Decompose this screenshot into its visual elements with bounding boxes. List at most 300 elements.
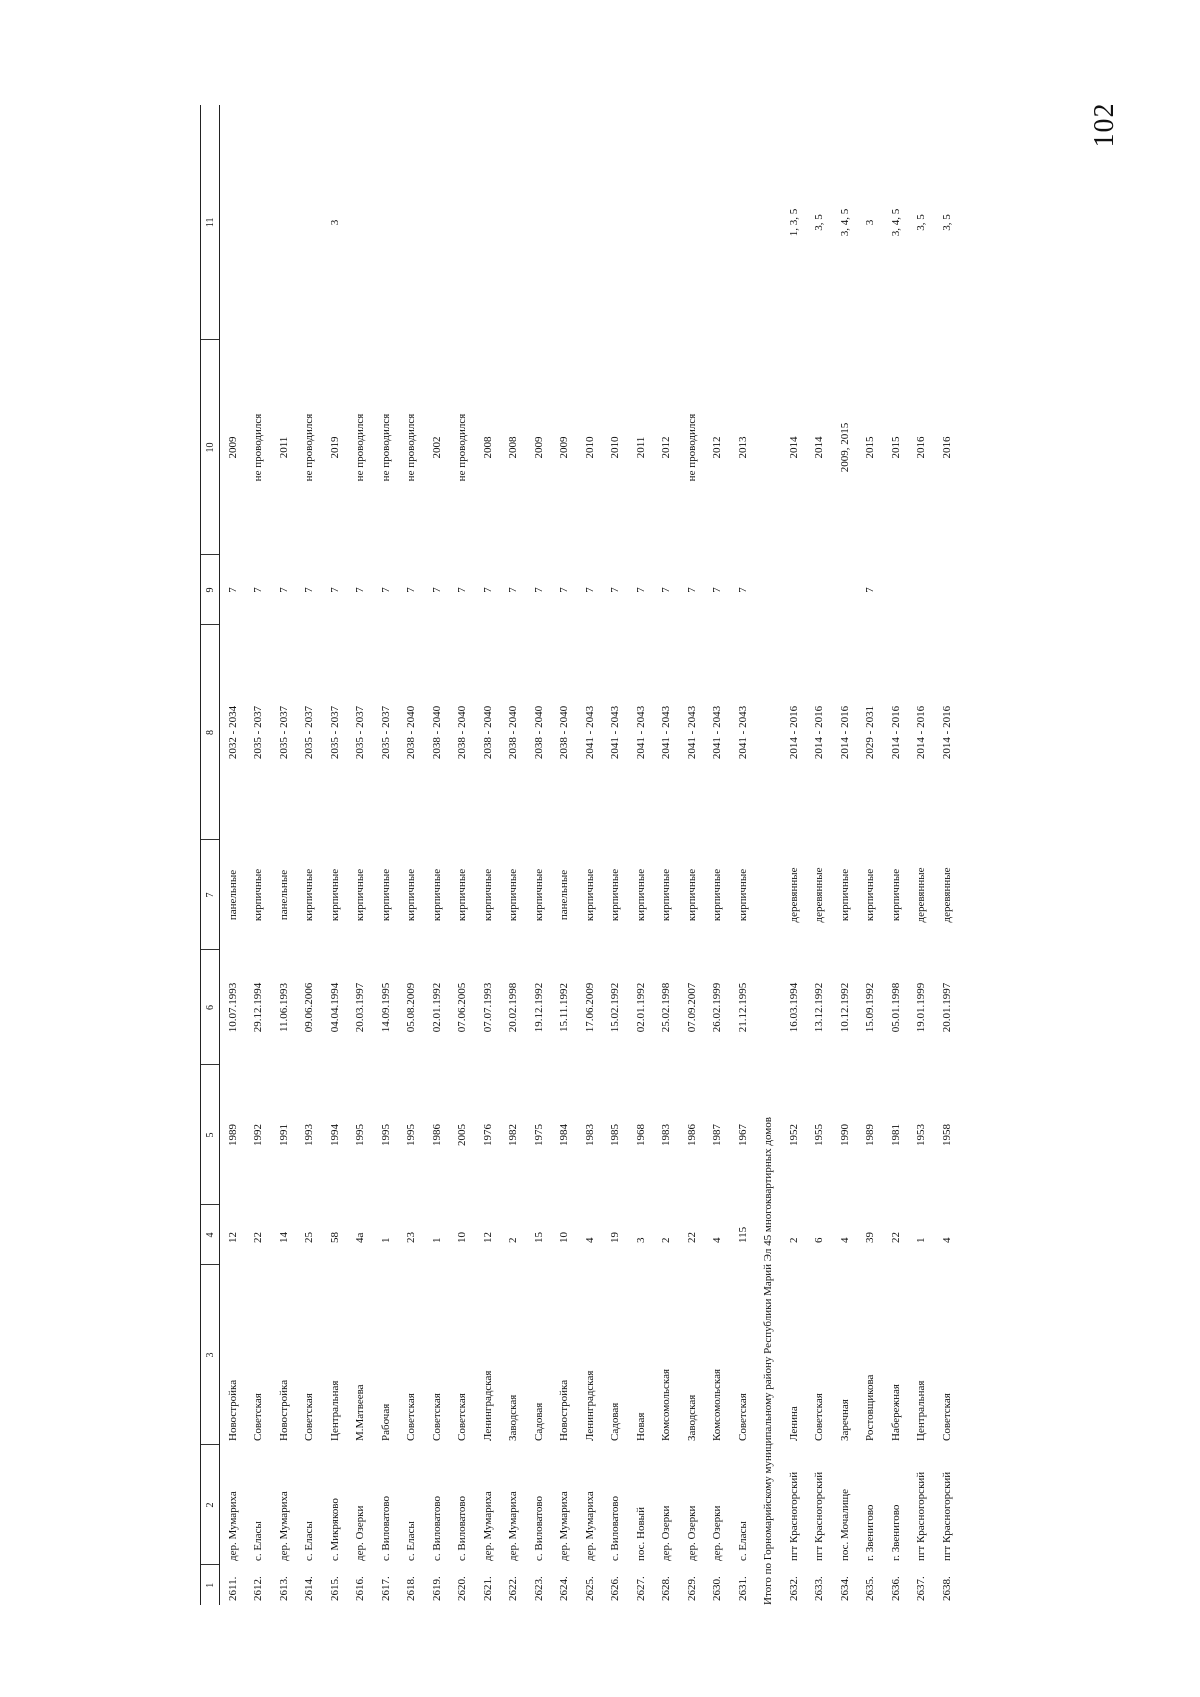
- cell-col-6: 15.02.1992: [609, 982, 622, 1033]
- cell-col-11: [526, 105, 552, 340]
- table-row: [909, 105, 935, 1605]
- cell-col-8: 2038 - 2040: [532, 705, 545, 760]
- cell-col-8: 2038 - 2040: [558, 705, 571, 760]
- cell-col-3: Новостройка: [558, 1379, 571, 1441]
- cell-col-9: 7: [660, 587, 673, 593]
- cell-col-3: Ростовщикова: [864, 1374, 877, 1441]
- cell-col-10: 2002: [430, 436, 443, 459]
- cell-col-10: 2009: [532, 436, 545, 459]
- cell-col-11: 1, 3, 5: [787, 208, 800, 237]
- cell-col-5: 1987: [711, 1124, 724, 1146]
- table-row: [832, 105, 858, 1605]
- cell-col-8: 2038 - 2040: [405, 705, 418, 760]
- cell-col-7: панельные: [277, 869, 290, 921]
- cell-col-4: 58: [328, 1232, 341, 1243]
- cell-col-9: 7: [430, 587, 443, 593]
- cell-col-1: 2626.: [609, 1576, 622, 1601]
- cell-col-1: 2622.: [507, 1576, 520, 1601]
- cell-col-9: [832, 555, 858, 625]
- cell-col-6: 10.12.1992: [838, 982, 851, 1033]
- cell-col-9: 7: [405, 587, 418, 593]
- cell-col-3: Советская: [940, 1393, 953, 1441]
- cell-col-9: 7: [379, 587, 392, 593]
- cell-col-5: 1989: [864, 1124, 877, 1146]
- cell-col-7: кирпичные: [303, 868, 316, 922]
- cell-col-3: Советская: [430, 1393, 443, 1441]
- cell-col-8: 2014 - 2016: [915, 705, 928, 760]
- cell-col-6: 21.12.1995: [736, 982, 749, 1033]
- cell-col-8: 2035 - 2037: [252, 705, 265, 760]
- cell-col-6: 02.01.1992: [634, 982, 647, 1033]
- cell-col-5: 1983: [583, 1124, 596, 1146]
- cell-col-4: 4: [583, 1237, 596, 1243]
- cell-col-4: 3: [634, 1237, 647, 1243]
- column-number-3: 3: [201, 1265, 220, 1445]
- cell-col-2: г. Звенигово: [889, 1504, 902, 1561]
- cell-col-4: 19: [609, 1232, 622, 1243]
- cell-col-11: [501, 105, 527, 340]
- column-number-8: 8: [201, 625, 220, 840]
- cell-col-6: 25.02.1998: [660, 982, 673, 1033]
- cell-col-11: [628, 105, 654, 340]
- cell-col-1: 2623.: [532, 1576, 545, 1601]
- table-row: [297, 105, 323, 1605]
- cell-col-8: 2041 - 2043: [660, 705, 673, 760]
- cell-col-2: пгт Красногорский: [915, 1471, 928, 1561]
- cell-col-6: 17.06.2009: [583, 982, 596, 1033]
- cell-col-4: 4: [838, 1237, 851, 1243]
- cell-col-9: 7: [456, 587, 469, 593]
- cell-col-6: 11.06.1993: [277, 982, 290, 1033]
- cell-col-2: г. Звенигово: [864, 1504, 877, 1561]
- cell-col-1: 2613.: [277, 1576, 290, 1601]
- table-row: [373, 105, 399, 1605]
- page-number: 102: [1089, 102, 1120, 148]
- cell-col-4: 115: [736, 1226, 749, 1243]
- table-row: [577, 105, 603, 1605]
- cell-col-5: 1967: [736, 1124, 749, 1146]
- cell-col-4: 4: [711, 1237, 724, 1243]
- cell-col-7: кирпичные: [838, 868, 851, 922]
- cell-col-2: с. Еласы: [252, 1521, 265, 1561]
- cell-col-7: деревянные: [813, 867, 826, 923]
- cell-col-2: дер. Озерки: [660, 1505, 673, 1561]
- cell-col-4: 14: [277, 1232, 290, 1243]
- table-row: [271, 105, 297, 1605]
- cell-col-9: 7: [583, 587, 596, 593]
- cell-col-7: кирпичные: [736, 868, 749, 922]
- cell-col-10: 2014: [813, 436, 826, 459]
- cell-col-1: 2627.: [634, 1576, 647, 1601]
- cell-col-1: 2633.: [813, 1576, 826, 1601]
- cell-col-8: 2038 - 2040: [481, 705, 494, 760]
- table-row: [450, 105, 476, 1605]
- cell-col-3: Комсомольская: [660, 1368, 673, 1441]
- cell-col-4: 10: [456, 1232, 469, 1243]
- cell-col-8: 2035 - 2037: [328, 705, 341, 760]
- cell-col-7: кирпичные: [507, 868, 520, 922]
- cell-col-6: 07.06.2005: [456, 982, 469, 1033]
- cell-col-6: 20.02.1998: [507, 982, 520, 1033]
- cell-col-10: 2009, 2015: [838, 422, 851, 473]
- cell-col-5: 1992: [252, 1124, 265, 1146]
- cell-col-4: 1: [915, 1237, 928, 1243]
- cell-col-3: Советская: [813, 1393, 826, 1441]
- cell-col-5: 1994: [328, 1124, 341, 1146]
- table-row: [552, 105, 578, 1605]
- cell-col-10: не проводился: [456, 413, 469, 482]
- cell-col-6: 20.03.1997: [354, 982, 367, 1033]
- cell-col-1: 2634.: [838, 1576, 851, 1601]
- table-row: [654, 105, 680, 1605]
- cell-col-11: [679, 105, 705, 340]
- cell-col-1: 2621.: [481, 1576, 494, 1601]
- cell-col-10: не проводился: [354, 413, 367, 482]
- cell-col-8: 2035 - 2037: [354, 705, 367, 760]
- cell-col-4: 1: [379, 1237, 392, 1243]
- cell-col-2: с. Виловатово: [379, 1495, 392, 1561]
- table-row: [679, 105, 705, 1605]
- cell-col-5: 1991: [277, 1124, 290, 1146]
- cell-col-9: 7: [685, 587, 698, 593]
- cell-col-9: 7: [252, 587, 265, 593]
- cell-col-7: кирпичные: [583, 868, 596, 922]
- cell-col-6: 16.03.1994: [787, 982, 800, 1033]
- cell-col-5: 2005: [456, 1124, 469, 1146]
- cell-col-11: 3, 5: [915, 214, 928, 231]
- cell-col-3: Ленинградская: [481, 1370, 494, 1441]
- cell-col-5: 1958: [940, 1124, 953, 1146]
- cell-col-2: с. Еласы: [736, 1521, 749, 1561]
- cell-col-10: 2011: [277, 436, 290, 459]
- cell-col-2: пгт Красногорский: [813, 1471, 826, 1561]
- cell-col-6: 05.08.2009: [405, 982, 418, 1033]
- cell-col-6: 14.09.1995: [379, 982, 392, 1033]
- cell-col-2: пгт Красногорский: [787, 1471, 800, 1561]
- cell-col-2: дер. Озерки: [685, 1505, 698, 1561]
- cell-col-2: пгт Красногорский: [940, 1471, 953, 1561]
- cell-col-10: 2016: [940, 436, 953, 459]
- table-row: [526, 105, 552, 1605]
- cell-col-11: [373, 105, 399, 340]
- column-number-10: 10: [201, 340, 220, 555]
- cell-col-6: 10.07.1993: [226, 982, 239, 1033]
- cell-col-6: 07.09.2007: [685, 982, 698, 1033]
- cell-col-9: 7: [736, 587, 749, 593]
- cell-col-1: 2625.: [583, 1576, 596, 1601]
- cell-col-6: 20.01.1997: [940, 982, 953, 1033]
- cell-col-2: дер. Мумариха: [226, 1491, 239, 1561]
- cell-col-7: кирпичные: [430, 868, 443, 922]
- cell-col-2: с. Микряково: [328, 1498, 341, 1561]
- cell-col-8: 2041 - 2043: [736, 705, 749, 760]
- cell-col-5: 1976: [481, 1124, 494, 1146]
- cell-col-4: 22: [685, 1232, 698, 1243]
- cell-col-3: Рабочая: [379, 1403, 392, 1441]
- cell-col-5: 1989: [226, 1124, 239, 1146]
- cell-col-7: кирпичные: [456, 868, 469, 922]
- cell-col-8: 2041 - 2043: [685, 705, 698, 760]
- cell-col-8: 2041 - 2043: [634, 705, 647, 760]
- cell-col-1: 2635.: [864, 1576, 877, 1601]
- cell-col-11: [552, 105, 578, 340]
- cell-col-11: [399, 105, 425, 340]
- cell-col-7: кирпичные: [405, 868, 418, 922]
- cell-col-10: 2012: [660, 436, 673, 459]
- table-row: [807, 105, 833, 1605]
- cell-col-3: Советская: [456, 1393, 469, 1441]
- cell-col-6: 04.04.1994: [328, 982, 341, 1033]
- cell-col-9: [807, 555, 833, 625]
- cell-col-7: деревянные: [915, 867, 928, 923]
- cell-col-3: Новостройка: [277, 1379, 290, 1441]
- table-row: [220, 105, 246, 1605]
- cell-col-11: [450, 105, 476, 340]
- district-total-text: Итого по Горномарийскому муниципальному району Республики Марий Эл 45 многоквартирных домов: [762, 1117, 775, 1605]
- cell-col-10: 2010: [583, 436, 596, 459]
- table-row: [730, 105, 756, 1605]
- cell-col-1: 2630.: [711, 1576, 724, 1601]
- cell-col-1: 2619.: [430, 1576, 443, 1601]
- table-row: [475, 105, 501, 1605]
- cell-col-11: 3: [328, 219, 341, 226]
- cell-col-3: Заводская: [685, 1394, 698, 1441]
- cell-col-10: 2010: [609, 436, 622, 459]
- cell-col-7: кирпичные: [252, 868, 265, 922]
- cell-col-3: Комсомольская: [711, 1368, 724, 1441]
- cell-col-2: с. Еласы: [405, 1521, 418, 1561]
- cell-col-11: 3, 5: [813, 214, 826, 231]
- rotated-table-container: [200, 102, 1200, 1605]
- cell-col-9: [781, 555, 807, 625]
- cell-col-4: 12: [481, 1232, 494, 1243]
- cell-col-5: 1993: [303, 1124, 316, 1146]
- table-row: [246, 105, 272, 1605]
- cell-col-4: 22: [252, 1232, 265, 1243]
- cell-col-3: Ленинградская: [583, 1370, 596, 1441]
- table-row: [934, 105, 960, 1605]
- table-row: [858, 105, 884, 1605]
- cell-col-1: 2615.: [328, 1576, 341, 1601]
- cell-col-8: 2014 - 2016: [889, 705, 902, 760]
- cell-col-7: деревянные: [940, 867, 953, 923]
- column-number-header-row: [201, 105, 220, 1605]
- cell-col-3: Новостройка: [226, 1379, 239, 1441]
- cell-col-11: [220, 105, 246, 340]
- cell-col-11: [475, 105, 501, 340]
- cell-col-3: Новая: [634, 1412, 647, 1441]
- cell-col-9: 7: [354, 587, 367, 593]
- cell-col-6: 15.09.1992: [864, 982, 877, 1033]
- cell-col-11: 3, 5: [940, 214, 953, 231]
- cell-col-1: 2638.: [940, 1576, 953, 1601]
- cell-col-8: 2029 - 2031: [864, 705, 877, 760]
- cell-col-5: 1983: [660, 1124, 673, 1146]
- table-row: [399, 105, 425, 1605]
- district-total-row: [756, 105, 782, 1605]
- cell-col-1: 2616.: [354, 1576, 367, 1601]
- cell-col-10: не проводился: [379, 413, 392, 482]
- cell-col-10: 2019: [328, 436, 341, 459]
- cell-col-3: Центральная: [328, 1380, 341, 1441]
- cell-col-6: 05.01.1998: [889, 982, 902, 1033]
- cell-col-7: кирпичные: [711, 868, 724, 922]
- cell-col-9: 7: [634, 587, 647, 593]
- cell-col-8: 2014 - 2016: [838, 705, 851, 760]
- cell-col-10: не проводился: [685, 413, 698, 482]
- cell-col-9: 7: [558, 587, 571, 593]
- cell-col-3: Ленина: [787, 1406, 800, 1441]
- cell-col-6: 26.02.1999: [711, 982, 724, 1033]
- cell-col-9: 7: [481, 587, 494, 593]
- cell-col-4: 4: [940, 1237, 953, 1243]
- cell-col-2: дер. Мумариха: [507, 1491, 520, 1561]
- cell-col-3: Садовая: [532, 1402, 545, 1441]
- cell-col-10: не проводился: [252, 413, 265, 482]
- cell-col-8: 2038 - 2040: [430, 705, 443, 760]
- cell-col-6: 19.12.1992: [532, 982, 545, 1033]
- cell-col-7: деревянные: [787, 867, 800, 923]
- cell-col-8: 2038 - 2040: [456, 705, 469, 760]
- cell-col-4: 6: [813, 1237, 826, 1243]
- cell-col-6: 13.12.1992: [813, 982, 826, 1033]
- cell-col-9: 7: [711, 587, 724, 593]
- cell-col-7: кирпичные: [354, 868, 367, 922]
- cell-col-10: не проводился: [303, 413, 316, 482]
- cell-col-9: 7: [609, 587, 622, 593]
- cell-col-11: [603, 105, 629, 340]
- cell-col-10: 2008: [507, 436, 520, 459]
- cell-col-5: 1981: [889, 1124, 902, 1146]
- cell-col-5: 1953: [915, 1124, 928, 1146]
- cell-col-3: Советская: [252, 1393, 265, 1441]
- cell-col-3: Центральная: [915, 1380, 928, 1441]
- table-row: [883, 105, 909, 1605]
- cell-col-1: 2611.: [226, 1576, 239, 1601]
- cell-col-9: 7: [226, 587, 239, 593]
- table-row: [501, 105, 527, 1605]
- cell-col-11: [424, 105, 450, 340]
- cell-col-7: кирпичные: [481, 868, 494, 922]
- cell-col-4: 2: [507, 1237, 520, 1243]
- column-number-9: 9: [201, 555, 220, 625]
- table-row: [705, 105, 731, 1605]
- cell-col-5: 1986: [430, 1124, 443, 1146]
- column-number-1: 1: [201, 1565, 220, 1605]
- cell-col-3: Садовая: [609, 1402, 622, 1441]
- cell-col-4: 1: [430, 1237, 443, 1243]
- column-number-4: 4: [201, 1205, 220, 1265]
- cell-col-9: 7: [507, 587, 520, 593]
- cell-col-10: 2013: [736, 436, 749, 459]
- cell-col-10: 2009: [558, 436, 571, 459]
- cell-col-9: 7: [328, 587, 341, 593]
- cell-col-7: панельные: [226, 869, 239, 921]
- cell-col-11: [271, 105, 297, 340]
- cell-col-7: кирпичные: [328, 868, 341, 922]
- housing-register-table: [200, 105, 960, 1605]
- cell-col-8: 2041 - 2043: [609, 705, 622, 760]
- cell-col-6: 15.11.1992: [558, 982, 571, 1033]
- cell-col-3: Набережная: [889, 1384, 902, 1441]
- cell-col-5: 1985: [609, 1124, 622, 1146]
- cell-col-9: [909, 555, 935, 625]
- cell-col-11: [348, 105, 374, 340]
- cell-col-11: 3, 4, 5: [889, 208, 902, 237]
- cell-col-5: 1986: [685, 1124, 698, 1146]
- cell-col-9: [883, 555, 909, 625]
- cell-col-11: [246, 105, 272, 340]
- cell-col-8: 2014 - 2016: [787, 705, 800, 760]
- cell-col-6: 19.01.1999: [915, 982, 928, 1033]
- cell-col-2: пос. Новый: [634, 1507, 647, 1561]
- cell-col-4: 2: [787, 1237, 800, 1243]
- cell-col-2: дер. Мумариха: [481, 1491, 494, 1561]
- column-number-6: 6: [201, 950, 220, 1065]
- cell-col-8: 2035 - 2037: [379, 705, 392, 760]
- cell-col-10: 2016: [915, 436, 928, 459]
- cell-col-7: кирпичные: [685, 868, 698, 922]
- cell-col-4: 22: [889, 1232, 902, 1243]
- cell-col-11: [654, 105, 680, 340]
- cell-col-5: 1955: [813, 1124, 826, 1146]
- cell-col-5: 1952: [787, 1124, 800, 1146]
- cell-col-2: с. Виловатово: [609, 1495, 622, 1561]
- cell-col-5: 1982: [507, 1124, 520, 1146]
- cell-col-1: 2629.: [685, 1576, 698, 1601]
- cell-col-4: 39: [864, 1232, 877, 1243]
- cell-col-9: 7: [532, 587, 545, 593]
- cell-col-9: 7: [303, 587, 316, 593]
- cell-col-5: 1995: [405, 1124, 418, 1146]
- cell-col-8: 2041 - 2043: [583, 705, 596, 760]
- cell-col-8: 2038 - 2040: [507, 705, 520, 760]
- cell-col-10: 2011: [634, 436, 647, 459]
- cell-col-1: 2631.: [736, 1576, 749, 1601]
- cell-col-7: кирпичные: [532, 868, 545, 922]
- cell-col-4: 25: [303, 1232, 316, 1243]
- cell-col-3: Заречная: [838, 1399, 851, 1441]
- cell-col-9: [934, 555, 960, 625]
- cell-col-2: пос. Мочалище: [838, 1488, 851, 1561]
- cell-col-2: дер. Озерки: [354, 1505, 367, 1561]
- cell-col-6: 07.07.1993: [481, 982, 494, 1033]
- cell-col-1: 2617.: [379, 1576, 392, 1601]
- cell-col-9: 7: [864, 587, 877, 593]
- cell-col-5: 1968: [634, 1124, 647, 1146]
- table-row: [781, 105, 807, 1605]
- cell-col-1: 2637.: [915, 1576, 928, 1601]
- cell-col-4: 2: [660, 1237, 673, 1243]
- cell-col-5: 1995: [379, 1124, 392, 1146]
- cell-col-2: дер. Озерки: [711, 1505, 724, 1561]
- cell-col-11: [730, 105, 756, 340]
- table-row: [628, 105, 654, 1605]
- cell-col-10: 2012: [711, 436, 724, 459]
- cell-col-11: [577, 105, 603, 340]
- cell-col-11: [297, 105, 323, 340]
- cell-col-1: 2620.: [456, 1576, 469, 1601]
- cell-col-5: 1995: [354, 1124, 367, 1146]
- cell-col-2: дер. Мумариха: [277, 1491, 290, 1561]
- table-row: [348, 105, 374, 1605]
- cell-col-8: 2032 - 2034: [226, 705, 239, 760]
- cell-col-4: 10: [558, 1232, 571, 1243]
- cell-col-1: 2614.: [303, 1576, 316, 1601]
- cell-col-9: 7: [277, 587, 290, 593]
- cell-col-1: 2636.: [889, 1576, 902, 1601]
- cell-col-3: М.Матвеева: [354, 1384, 367, 1441]
